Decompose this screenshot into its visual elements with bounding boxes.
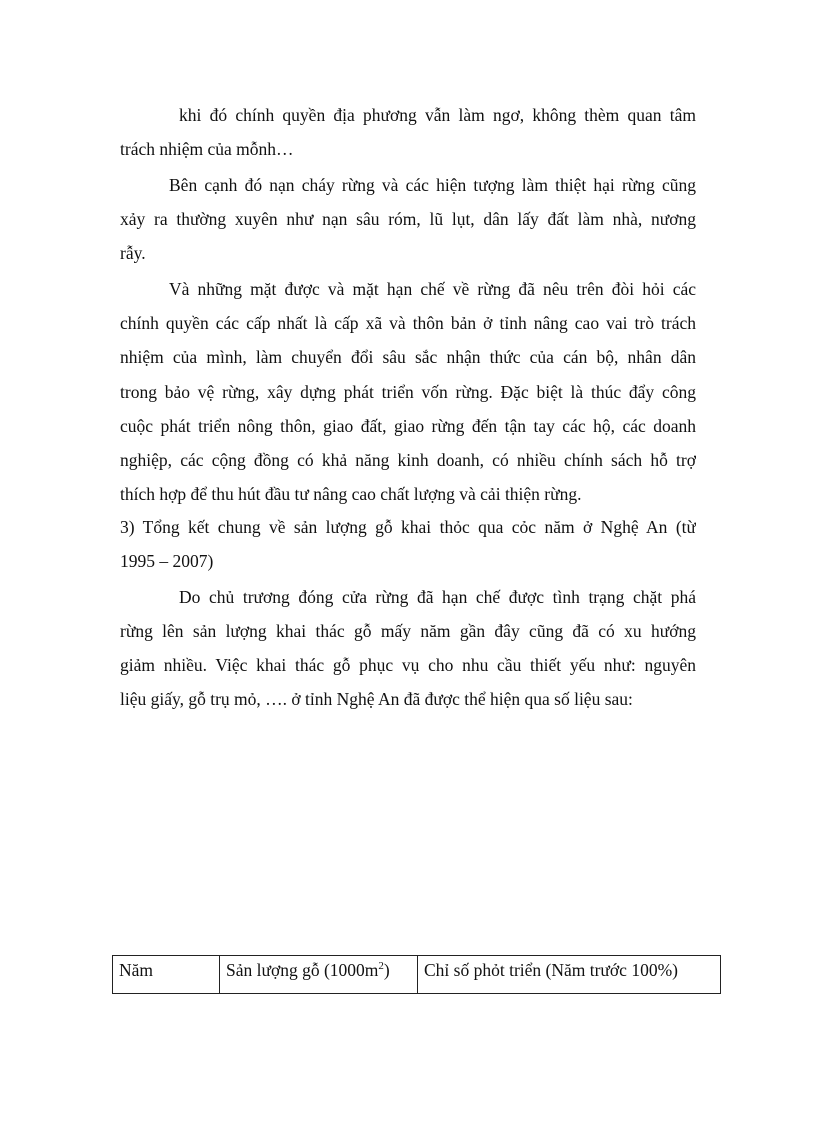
paragraph-line: trách nhiệm của mỗnh… bbox=[120, 139, 294, 159]
column-header-output bbox=[220, 956, 418, 994]
paragraph-line: trong bảo vệ rừng, xây dựng phát triển vốn rừng. Đặc biệt là thúc đẩy công bbox=[120, 382, 696, 402]
data-table bbox=[112, 955, 721, 994]
column-header-output-label: Sản lượng gỗ (1000m bbox=[226, 960, 379, 980]
column-header-index: Chỉ số phỏt triển (Năm trước 100%) bbox=[418, 956, 721, 994]
paragraph-line: rừng lên sản lượng khai thác gỗ mấy năm gần đây cũng đã có xu hướng bbox=[120, 621, 696, 641]
paragraph-line: Do chủ trương đóng cửa rừng đã hạn chế được tình trạng chặt phá bbox=[179, 587, 696, 607]
table bbox=[112, 955, 721, 994]
paragraph-line: liệu giấy, gỗ trụ mỏ, …. ở tỉnh Nghệ An đã được thể hiện qua số liệu sau: bbox=[120, 689, 633, 709]
paragraph-line: nhiệm của mình, làm chuyển đổi sâu sắc nhận thức của cán bộ, nhân dân bbox=[120, 347, 696, 367]
paragraph-line: giảm nhiều. Việc khai thác gỗ phục vụ cho nhu cầu thiết yếu như: nguyên bbox=[120, 655, 696, 675]
paragraph-line: cuộc phát triển nông thôn, giao đất, giao rừng đến tận tay các hộ, các doanh bbox=[120, 416, 696, 436]
superscript: 2 bbox=[378, 960, 384, 973]
paragraph-line: rẫy. bbox=[120, 243, 146, 263]
paragraph-line: Bên cạnh đó nạn cháy rừng và các hiện tượng làm thiệt hại rừng cũng bbox=[169, 175, 696, 195]
paragraph-line: nghiệp, các cộng đồng có khả năng kinh doanh, có nhiều chính sách hỗ trợ bbox=[120, 450, 696, 470]
section-heading: 1995 – 2007) bbox=[120, 551, 214, 571]
table-header-row bbox=[113, 956, 721, 994]
paragraph-line: khi đó chính quyền địa phương vẫn làm ngơ, không thèm quan tâm bbox=[179, 105, 696, 125]
section-heading: 3) Tổng kết chung về sản lượng gỗ khai thỏc qua cỏc năm ở Nghệ An (từ bbox=[120, 517, 696, 537]
paragraph-line: thích hợp để thu hút đầu tư nâng cao chất lượng và cải thiện rừng. bbox=[120, 484, 582, 504]
column-header-output-close: ) bbox=[383, 960, 390, 980]
paragraph-line: Và những mặt được và mặt hạn chế về rừng đã nêu trên đòi hỏi các bbox=[169, 279, 696, 299]
paragraph-line: xảy ra thường xuyên như nạn sâu róm, lũ lụt, dân lấy đất làm nhà, nương bbox=[120, 209, 696, 229]
paragraph-line: chính quyền các cấp nhất là cấp xã và thôn bản ở tỉnh nâng cao vai trò trách bbox=[120, 313, 696, 333]
column-header-year: Năm bbox=[113, 956, 220, 994]
